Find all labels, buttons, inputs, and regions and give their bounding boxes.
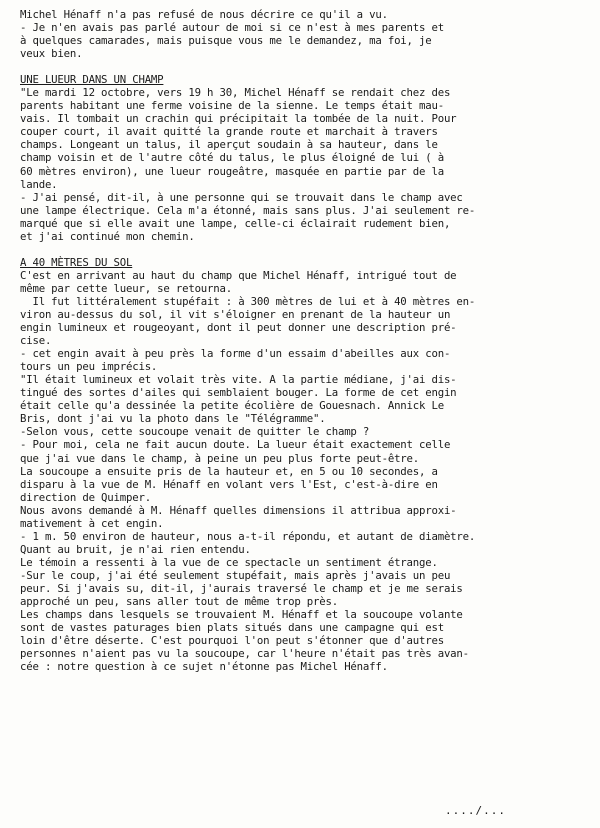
text-line: "Il était lumineux et volait très vite. A la partie médiane, j'ai dis- [20,373,457,387]
continuation-marker: ..../... [445,804,506,817]
text-line: cée : notre question à ce sujet n'étonne pas Michel Hénaff. [20,660,388,674]
text-line: mativement à cet engin. [20,516,164,530]
text-line: cise. [20,334,52,348]
text-line: même par cette lueur, se retourna. [20,281,232,295]
text-line: parents habitant une ferme voisine de la sienne. Le temps était mau- [20,99,444,113]
text-line: Quant au bruit, je n'ai rien entendu. [20,542,251,556]
text-line: - 1 m. 50 environ de hauteur, nous a-t-il répondu, et autant de diamètre. [20,529,476,543]
text-line: - Pour moi, cela ne fait aucun doute. La lueur était exactement celle [20,438,451,452]
text-line: personnes n'aient pas vu la soucoupe, car l'heure n'était pas très avan- [20,647,469,661]
text-line: - cet engin avait à peu près la forme d'un essaim d'abeilles aux con- [20,347,451,361]
text-line: Nous avons demandé à M. Hénaff quelles dimensions il attribua approxi- [20,503,457,517]
text-line: sont de vastes paturages bien plats situés dans une campagne qui est [20,621,444,635]
text-line: et j'ai continué mon chemin. [20,229,195,243]
text-line: - J'ai pensé, dit-il, à une personne qui se trouvait dans le champ avec [20,190,463,204]
text-line: Bris, dont j'ai vu la photo dans le "Télégramme". [20,412,326,426]
text-line: -Sur le coup, j'ai été seulement stupéfait, mais après j'avais un peu [20,568,451,582]
text-line: - Je n'en avais pas parlé autour de moi si ce n'est à mes parents et [20,21,444,35]
section-2-body [20,269,586,673]
text-line: Les champs dans lesquels se trouvaient M. Hénaff et la soucoupe volante [20,608,463,622]
text-line: était celle qu'a dessinée la petite écolière de Gouesnach. Annick Le [20,399,444,413]
text-line: loin d'être déserte. C'est pourquoi l'on peut s'étonner que d'autres [20,634,444,648]
text-line: marqué que si elle avait une lampe, celle-ci éclairait rudement bien, [20,216,451,230]
text-line: lande. [20,177,58,191]
text-line: 60 mètres environ), une lueur rougeâtre, masquée en partie par de la [20,164,444,178]
text-line: "Le mardi 12 octobre, vers 19 h 30, Michel Hénaff se rendait chez des [20,86,451,100]
text-line: -Selon vous, cette soucoupe venait de quitter le champ ? [20,425,370,439]
text-line: La soucoupe a ensuite pris de la hauteur et, en 5 ou 10 secondes, a [20,464,438,478]
text-line: vais. Il tombait un crachin qui précipitait la tombée de la nuit. Pour [20,112,457,126]
text-line: couper court, il avait quitté la grande route et marchait à travers [20,125,438,139]
text-line: approché un peu, sans aller tout de même trop près. [20,595,338,609]
text-line: engin lumineux et rougeoyant, dont il peut donner une description pré- [20,321,457,335]
section-1-body [20,86,586,243]
text-line: Le témoin a ressenti à la vue de ce spectacle un sentiment étrange. [20,555,438,569]
text-line: veux bien. [20,47,83,61]
text-line: champs. Longeant un talus, il aperçut soudain à sa hauteur, dans le [20,138,438,152]
text-line: direction de Quimper. [20,490,151,504]
text-line: peur. Si j'avais su, dit-il, j'aurais traversé le champ et je me serais [20,581,463,595]
section-heading-2: A 40 MÈTRES DU SOL [20,255,133,269]
text-line: C'est en arrivant au haut du champ que Michel Hénaff, intrigué tout de [20,268,457,282]
text-line: que j'ai vue dans le champ, à peine un peu plus forte peut-être. [20,451,420,465]
text-line: disparu à la vue de M. Hénaff en volant vers l'Est, c'est-à-dire en [20,477,438,491]
text-line: une lampe électrique. Cela m'a étonné, mais sans plus. J'ai seulement re- [20,203,476,217]
text-line: à quelques camarades, mais puisque vous me le demandez, ma foi, je [20,34,432,48]
intro-paragraph [20,8,586,60]
text-line: champ voisin et de l'autre côté du talus, le plus éloigné de lui ( à [20,151,444,165]
text-line: Michel Hénaff n'a pas refusé de nous décrire ce qu'il a vu. [20,8,388,21]
text-line: Il fut littéralement stupéfait : à 300 mètres de lui et à 40 mètres en- [20,294,476,308]
text-line: viron au-dessus du sol, il vit s'éloigner en prenant de la hauteur un [20,307,451,321]
text-line: tours un peu imprécis. [20,360,158,374]
text-line: tingué des sortes d'ailes qui semblaient bouger. La forme de cet engin [20,386,457,400]
section-heading-1: UNE LUEUR DANS UN CHAMP [20,73,164,87]
